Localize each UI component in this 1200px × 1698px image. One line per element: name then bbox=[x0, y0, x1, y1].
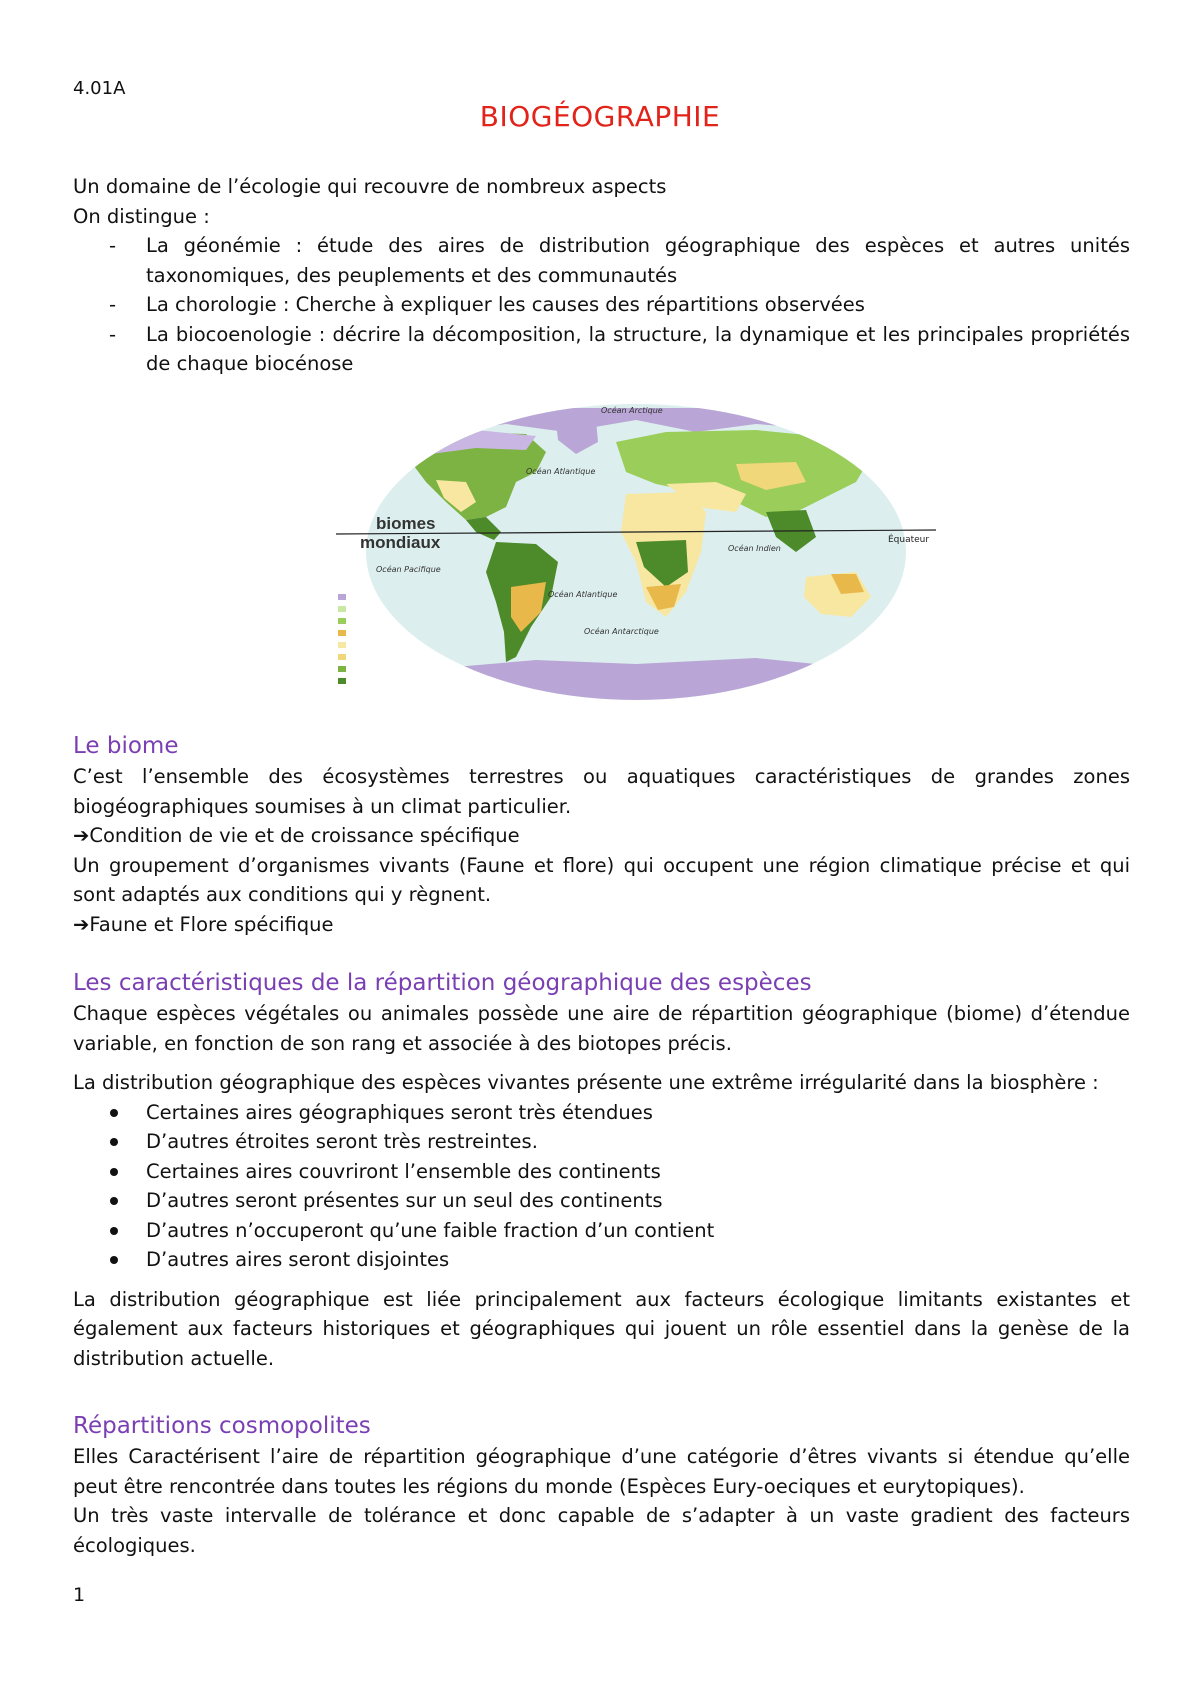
list-item-text: La géonémie : étude des aires de distribution géographique des espèces et autres unités taxonomiques, des peuplements et des communautés bbox=[146, 234, 1130, 287]
map-svg bbox=[336, 402, 936, 702]
paragraph: Un groupement d’organismes vivants (Faune et flore) qui occupent une région climatique précise et qui sont adaptés aux conditions qui y règnent. bbox=[73, 853, 1130, 906]
intro-section bbox=[73, 172, 1130, 379]
legend-swatch bbox=[338, 606, 346, 612]
ocean-label-pacific: Océan Pacifique bbox=[376, 565, 441, 574]
list-item bbox=[73, 1216, 1130, 1246]
list-item bbox=[73, 231, 1130, 290]
list-item-text: La chorologie : Cherche à expliquer les causes des répartitions observées bbox=[146, 293, 865, 316]
arrow-note: ➔Condition de vie et de croissance spécifique bbox=[73, 824, 520, 847]
list-item bbox=[73, 1098, 1130, 1128]
dash-marker: - bbox=[109, 293, 117, 316]
list-item-text: La biocoenologie : décrire la décomposition, la structure, la dynamique et les principales propriétés de chaque biocénose bbox=[146, 322, 1130, 375]
dash-marker: - bbox=[109, 322, 117, 346]
page-title: BIOGÉOGRAPHIE bbox=[479, 100, 721, 133]
equator-label: Équateur bbox=[888, 535, 930, 545]
list-item bbox=[73, 320, 1130, 379]
ocean-label-arctic: Océan Arctique bbox=[601, 406, 663, 415]
bullet-marker bbox=[110, 1197, 118, 1205]
ocean-label-atlantic-south: Océan Atlantique bbox=[548, 590, 618, 599]
ocean-label-antarctic: Océan Antarctique bbox=[584, 627, 659, 636]
document-code: 4.01A bbox=[73, 78, 126, 99]
bullet-marker bbox=[110, 1109, 118, 1117]
bullet-marker bbox=[110, 1227, 118, 1235]
paragraph: Un très vaste intervalle de tolérance et donc capable de s’adapter à un vaste gradient des facteurs écologiques. bbox=[73, 1504, 1130, 1557]
list-item bbox=[73, 1127, 1130, 1157]
paragraph: La distribution géographique des espèces vivantes présente une extrême irrégularité dans la biosphère : bbox=[73, 1071, 1099, 1094]
list-item bbox=[73, 1157, 1130, 1187]
dash-marker: - bbox=[109, 234, 117, 257]
map-title-line1: biomes bbox=[376, 514, 436, 533]
section-heading: Le biome bbox=[73, 733, 179, 759]
intro-line: Un domaine de l’écologie qui recouvre de nombreux aspects bbox=[73, 175, 667, 198]
section-heading: Répartitions cosmopolites bbox=[73, 1413, 371, 1439]
legend-swatch bbox=[338, 618, 346, 624]
legend-swatch bbox=[338, 594, 346, 600]
bullet-marker bbox=[110, 1256, 118, 1264]
section-heading: Les caractéristiques de la répartition géographique des espèces bbox=[73, 970, 812, 996]
paragraph: C’est l’ensemble des écosystèmes terrestres ou aquatiques caractéristiques de grandes zones biogéographiques soumises à un climat particulier. bbox=[73, 765, 1130, 818]
list-item-text: Certaines aires couvriront l’ensemble des continents bbox=[146, 1159, 661, 1183]
bullet-marker bbox=[110, 1168, 118, 1176]
legend-swatch bbox=[338, 642, 346, 648]
paragraph: La distribution géographique est liée principalement aux facteurs écologique limitants existantes et également aux facteurs historiques et géographiques qui jouent un rôle essentiel dans la genèse de la distribution actuelle. bbox=[73, 1287, 1130, 1370]
biome-section bbox=[73, 730, 1130, 939]
cosmopolites-section bbox=[73, 1410, 1130, 1560]
legend-swatch bbox=[338, 678, 346, 684]
bullet-list bbox=[73, 1098, 1130, 1275]
ocean-label-atlantic-north: Océan Atlantique bbox=[526, 467, 596, 476]
list-item-text: D’autres étroites seront très restreintes. bbox=[146, 1130, 538, 1153]
map-legend bbox=[338, 594, 346, 684]
distinction-list bbox=[73, 231, 1130, 379]
list-item-text: D’autres n’occuperont qu’une faible fraction d’un contient bbox=[146, 1218, 715, 1242]
bullet-marker bbox=[110, 1138, 118, 1146]
paragraph: Chaque espèces végétales ou animales possède une aire de répartition géographique (biome) d’étendue variable, en fonction de son rang et associée à des biotopes précis. bbox=[73, 1002, 1130, 1055]
intro-line: On distingue : bbox=[73, 204, 210, 228]
legend-swatch bbox=[338, 630, 346, 636]
caracteristiques-section bbox=[73, 967, 1130, 1373]
page-number: 1 bbox=[73, 1584, 86, 1606]
list-item-text: D’autres aires seront disjointes bbox=[146, 1248, 450, 1271]
list-item-text: Certaines aires géographiques seront très étendues bbox=[146, 1100, 653, 1124]
legend-swatch bbox=[338, 666, 346, 672]
list-item bbox=[73, 1245, 1130, 1275]
biome-world-map bbox=[336, 402, 936, 702]
list-item-text: D’autres seront présentes sur un seul des continents bbox=[146, 1189, 663, 1212]
map-title-line2: mondiaux bbox=[360, 533, 441, 552]
list-item bbox=[73, 1186, 1130, 1216]
ocean-label-indian: Océan Indien bbox=[728, 544, 781, 553]
paragraph: Elles Caractérisent l’aire de répartition géographique d’une catégorie d’êtres vivants si étendue qu’elle peut être rencontrée dans toutes les régions du monde (Espèces Eury-oeciques et eurytopiques). bbox=[73, 1445, 1130, 1498]
list-item bbox=[73, 290, 1130, 320]
legend-swatch bbox=[338, 654, 346, 660]
arrow-note: ➔Faune et Flore spécifique bbox=[73, 912, 334, 936]
